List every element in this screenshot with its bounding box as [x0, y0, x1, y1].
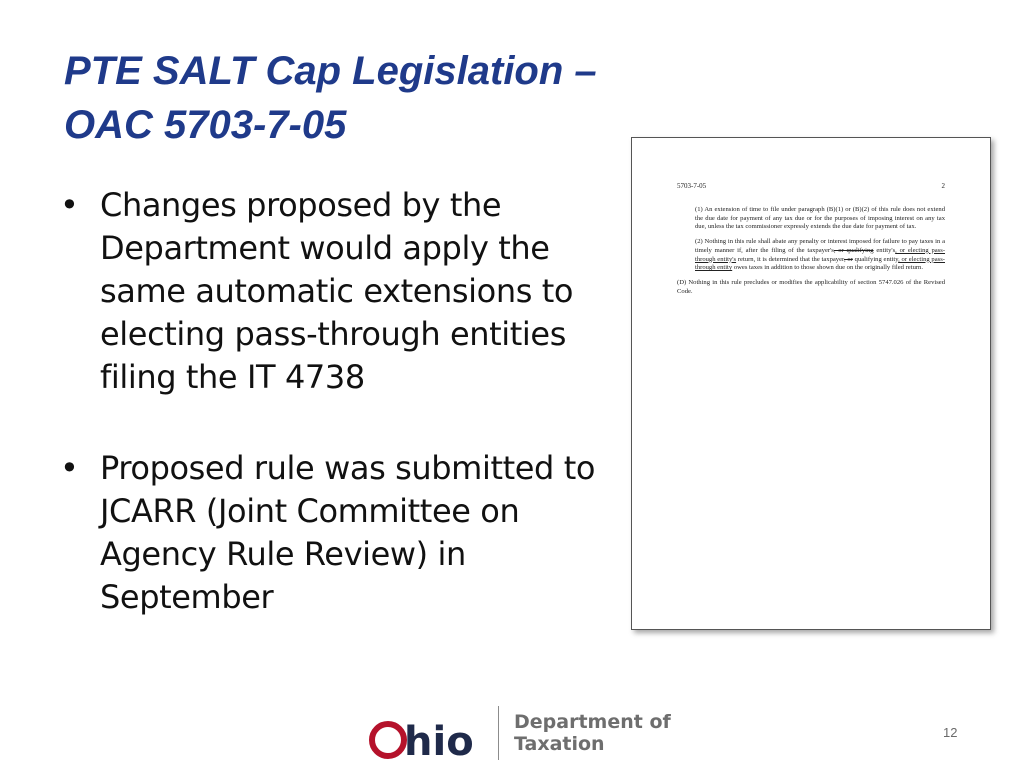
document-header [677, 182, 945, 190]
department-name [514, 711, 671, 755]
para2-added: , or electing pass-through entity [695, 255, 945, 272]
slide-title [64, 44, 704, 152]
bullet-list [60, 184, 600, 619]
slide-page-number: 12 [943, 725, 958, 740]
para2-text: qualifying entity [852, 255, 899, 263]
para2-added: , or electing pass-through entity's [695, 246, 946, 263]
para2-text: return, it is determined that the taxpayer [736, 255, 844, 263]
ohio-logo-icon [368, 714, 486, 760]
department-line-1: Department of [514, 711, 671, 733]
document-page-number: 2 [941, 182, 945, 190]
para2-struck: , or qualifying [833, 246, 874, 254]
bullet-item: • Proposed rule was submitted to JCARR (Joint Committee on Agency Rule Review) in September [60, 447, 600, 619]
para2-text: entity's [873, 246, 896, 254]
svg-text:hio: hio [404, 719, 474, 760]
document-paragraph-1: (1) An extension of time to file under paragraph (B)(1) or (B)(2) of this rule does not extend the due date for payment of any tax due or for the purposes of imposing interest on any tax due, unless the tax commissioner expressly extends the due date for payment of tax. [695, 206, 945, 231]
document-paragraph-2 [677, 238, 945, 273]
document-rule-number: 5703-7-05 [677, 182, 707, 190]
bullet-item: • Changes proposed by the Department would apply the same automatic extensions to electing pass-through entities filing the IT 4738 [60, 184, 600, 399]
footer-divider [498, 706, 499, 760]
para2-text: owes taxes in addition to those shown due on the originally filed return. [732, 264, 924, 272]
para2-text: (2) Nothing in this rule shall abate any penalty or interest imposed for failure to pay taxes in a timely manner if, after the filing of the taxpayer's [695, 238, 945, 254]
document-paragraph-d: (D) Nothing in this rule precludes or modifies the applicability of section 5747.026 of the Revised Code. [677, 278, 945, 295]
slide-title-line-2: OAC 5703-7-05 [64, 103, 347, 147]
ohio-logo [368, 706, 486, 760]
rule-document-image [631, 137, 991, 630]
para2-struck: , or [843, 255, 853, 263]
slide-title-line-1: PTE SALT Cap Legislation – [64, 49, 597, 93]
document-body [677, 206, 945, 296]
department-line-2: Taxation [514, 733, 605, 755]
